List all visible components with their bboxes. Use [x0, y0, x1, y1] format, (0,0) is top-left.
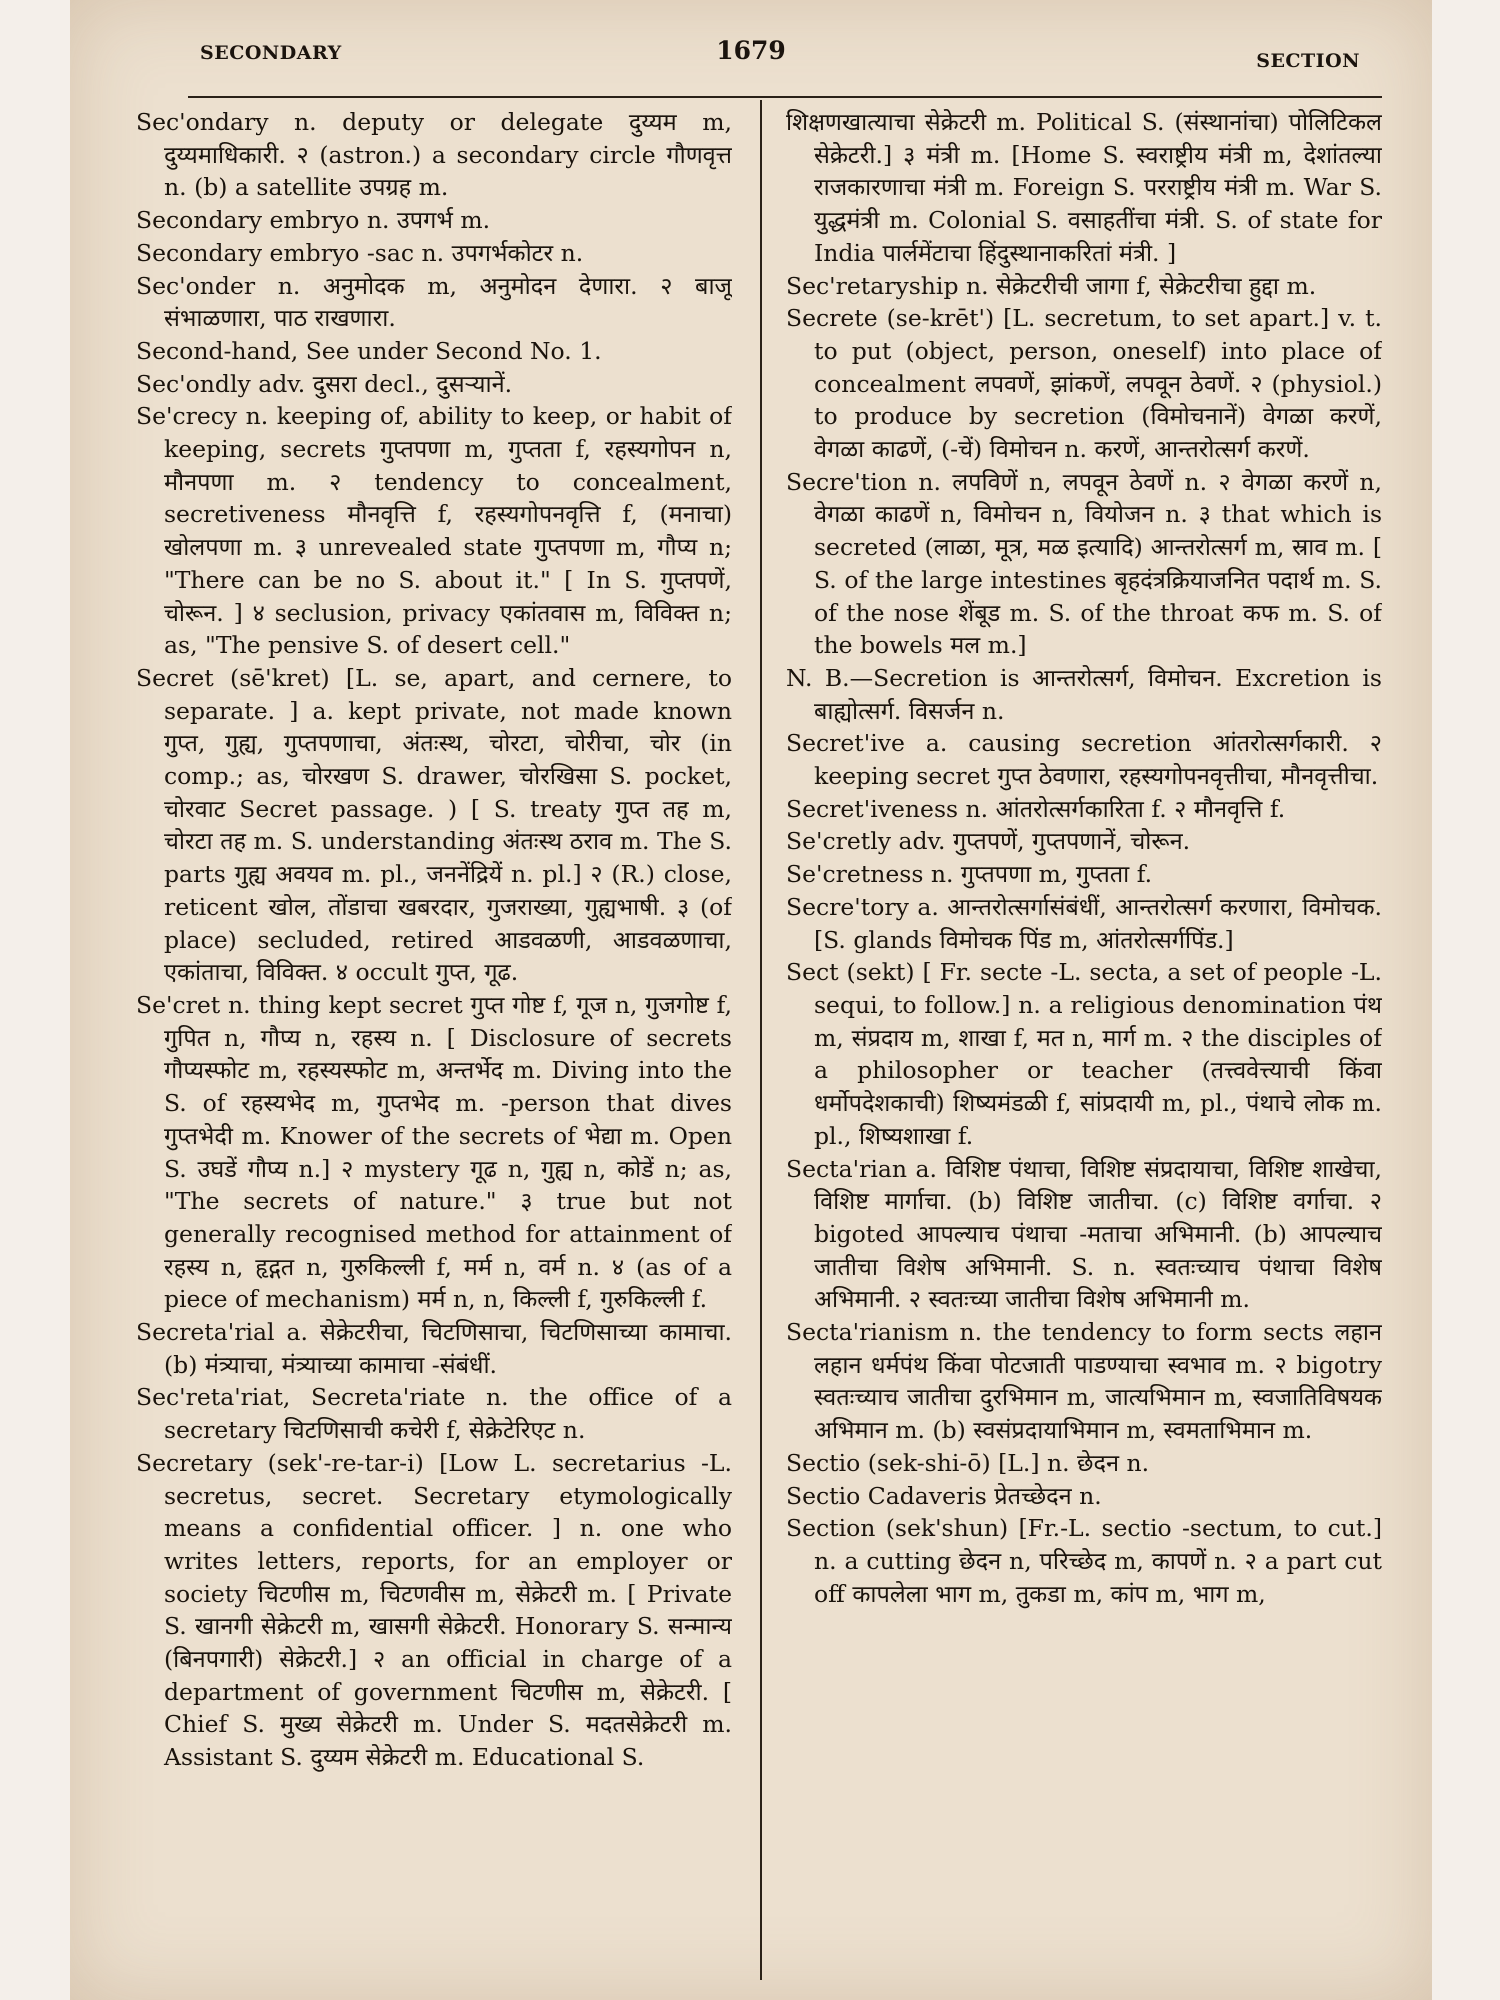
entry-secretion: Secre'tion n. लपविणें n, लपवून ठेवणें n. २ वेगळा करणें n, वेगळा काढणें n, विमोचन n, वियोजन n. ३ that which is secreted (लाळा, मूत्र, मळ इत्यादि) आन्तरोत्सर्ग m, स्राव m. [ S. of the large intestines बृहदंत्रक्रियाजनित पदार्थ m. S. of the nose शेंबूड m. S. of the throat कफ m. S. of the bowels मल m.] [786, 467, 1382, 660]
left-guide-word: SECONDARY [200, 42, 342, 64]
entry-secretory: Secre'tory a. आन्तरोत्सर्गासंबंधीं, आन्तरोत्सर्ग करणारा, विमोचक. [S. glands विमोचक पिंड m, आंतरोत्सर्गपिंड.] [786, 892, 1382, 954]
entry-secret-adj: Secret (sē'kret) [L. se, apart, and cernere, to separate. ] a. kept private, not made known गुप्त, गुह्य, गुप्तपणाचा, अंतःस्थ, चोरटा, चोरीचा, चोर (in comp.; as, चोरखण S. drawer, चोरखिसा S. pocket, चोरवाट Secret passage. ) [ S. treaty गुप्त तह m, चोरटा तह m. S. understanding अंतःस्थ ठराव m. The S. parts गुह्य अवयव m. pl., जननेंद्रियें n. pl.] २ (R.) close, reticent खोल, तोंडाचा खबरदार, गुजराख्या, गुह्यभाषी. ३ (of place) secluded, retired आडवळणी, आडवळणाचा, एकांताचा, विविक्त. ४ occult गुप्त, गूढ. [136, 663, 732, 987]
entry-secret-noun: Se'cret n. thing kept secret गुप्त गोष्ट f, गूज n, गुजगोष्ट f, गुपित n, गौप्य n, रहस्य n. [ Disclosure of secrets गौप्यस्फोट m, रहस्यस्फोट m, अन्तर्भेद m. Diving into the S. of रहस्यभेद m, गुप्तभेद m. -person that dives गुप्तभेदी m. Knower of the secrets of भेद्या m. Open S. उघडें गौप्य n.] २ mystery गूढ n, गुह्य n, कोडें n; as, "The secrets of nature." ३ true but not generally recognised method for attainment of रहस्य n, हृद्गत n, गुरुकिल्ली f, मर्म n, वर्म n. ४ (as of a piece of mechanism) मर्म n, n, किल्ली f, गुरुकिल्ली f. [136, 990, 732, 1314]
entry-secrete: Secrete (se-krēt') [L. secretum, to set apart.] v. t. to put (object, person, oneself) into place of concealment लपवणें, झांकणें, लपवून ठेवणें. २ (physiol.) to produce by secretion (विमोचनानें) वेगळा करणें, वेगळा काढणें, (-चें) विमोचन n. करणें, आन्तरोत्सर्ग करणें. [786, 304, 1382, 464]
entry-second-hand: Second-hand, See under Second No. 1. [136, 336, 602, 365]
entry-secondary-embryo: Secondary embryo n. उपगर्भ m. [136, 206, 491, 235]
entry-secretive: Secret'ive a. causing secretion आंतरोत्सर्गकारी. २ keeping secret गुप्त ठेवणारा, रहस्यगोपनवृत्तीचा, मौनवृत्तीचा. [786, 729, 1382, 791]
entry-secretary: Secretary (sek'-re-tar-i) [Low L. secretarius -L. secretus, secret. Secretary etymologically means a confidential officer. ] n. one who writes letters, reports, for an employer or society चिटणीस m, चिटणवीस m, सेक्रेटरी m. [ Private S. खानगी सेक्रेटरी m, खासगी सेक्रेटरी. Honorary S. सन्मान्य (बिनपगारी) सेक्रेटरी.] २ an official in charge of a department of government चिटणीस m, सेक्रेटरी. [ Chief S. मुख्य सेक्रेटरी m. Under S. मदतसेक्रेटरी m. Assistant S. दुय्यम सेक्रेटरी m. Educational S. [136, 1448, 732, 1772]
entry-nota-bene: N. B.—Secretion is आन्तरोत्सर्ग, विमोचन. Excretion is बाह्योत्सर्ग. विसर्जन n. [786, 663, 1382, 725]
entry-secretarial: Secreta'rial a. सेक्रेटरीचा, चिटणिसाचा, चिटणिसाच्या कामाचा. (b) मंत्र्याचा, मंत्र्याच्या कामाचा -संबंधीं. [136, 1318, 732, 1379]
entry-sectio-cadaveris: Sectio Cadaveris प्रेतच्छेदन n. [786, 1481, 1102, 1510]
right-column [786, 106, 1382, 1990]
entry-secretness: Se'cretness n. गुप्तपणा m, गुप्तता f. [786, 860, 1153, 889]
entry-secretaryship: Sec'retaryship n. सेक्रेटरीची जागा f, सेक्रेटरीचा हुद्दा m. [786, 271, 1317, 300]
entry-sect: Sect (sekt) [ Fr. secte -L. secta, a set of people -L. sequi, to follow.] n. a religious denomination पंथ m, संप्रदाय m, शाखा f, मत n, मार्ग m. २ the disciples of a philosopher or teacher (तत्त्ववेत्त्याची किंवा धर्मोपदेशकाची) शिष्यमंडळी f, सांप्रदायी m, pl., पंथाचे लोक m. pl., शिष्यशाखा f. [786, 958, 1382, 1150]
left-column [136, 106, 732, 1990]
entry-secrecy: Se'crecy n. keeping of, ability to keep, or habit of keeping, secrets गुप्तपणा m, गुप्तता f, रहस्यगोपन n, मौनपणा m. २ tendency to concealment, secretiveness मौनवृत्ति f, रहस्यगोपनवृत्ति f, (मनाचा) खोलपणा m. ३ unrevealed state गुप्तपणा m, गौप्य n; "There can be no S. about it." [ In S. गुप्तपणें, चोरून. ] ४ seclusion, privacy एकांतवास m, विविक्त n; as, "The pensive S. of desert cell." [136, 402, 732, 660]
column-divider [760, 100, 762, 1980]
page-number: 1679 [716, 36, 786, 65]
entry-secretary-continued: शिक्षणखात्याचा सेक्रेटरी m. Political S. (संस्थानांचा) पोलिटिकल सेक्रेटरी.] ३ मंत्री m. [Home S. स्वराष्ट्रीय मंत्री m, देशांतल्या राजकारणाचा मंत्री m. Foreign S. परराष्ट्रीय मंत्री m. War S. युद्धमंत्री m. Colonial S. वसाहतींचा मंत्री. S. of state for India पार्लमेंटाचा हिंदुस्थानाकरितां मंत्री. ] [786, 108, 1382, 267]
entry-section: Section (sek'shun) [Fr.-L. sectio -sectum, to cut.] n. a cutting छेदन n, परिच्छेद m, कापणें n. २ a part cut off कापलेला भाग m, तुकडा m, कांप m, भाग m, [786, 1514, 1382, 1608]
page-header [70, 36, 1432, 76]
dictionary-page [70, 0, 1432, 2000]
entry-secondary-embryo-sac: Secondary embryo -sac n. उपगर्भकोटर n. [136, 238, 584, 267]
entry-secretiveness: Secret'iveness n. आंतरोत्सर्गकारिता f. २ मौनवृत्ति f. [786, 794, 1286, 823]
entry-sectarianism: Secta'rianism n. the tendency to form sects लहान लहान धर्मपंथ किंवा पोटजाती पाडण्याचा स्वभाव m. २ bigotry स्वतःच्याच जातीचा दुरभिमान m, जात्यभिमान m, स्वजातिविषयक अभिमान m. (b) स्वसंप्रदायाभिमान m, स्वमताभिमान m. [786, 1318, 1382, 1445]
entry-secondary: Sec'ondary n. deputy or delegate दुय्यम m, दुय्यमाधिकारी. २ (astron.) a secondary circle गौणवृत्त n. (b) a satellite उपग्रह m. [136, 108, 732, 202]
entry-secondly: Sec'ondly adv. दुसरा decl., दुसऱ्यानें. [136, 369, 513, 398]
entry-seconder: Sec'onder n. अनुमोदक m, अनुमोदन देणारा. २ बाजू संभाळणारा, पाठ राखणारा. [136, 271, 732, 333]
entry-secretly: Se'cretly adv. गुप्तपणें, गुप्तपणानें, चोरून. [786, 827, 1191, 856]
header-rule [188, 96, 1382, 98]
entry-sectio: Sectio (sek-shi-ō) [L.] n. छेदन n. [786, 1448, 1150, 1477]
entry-secretariat: Sec'reta'riat, Secreta'riate n. the office of a secretary चिटणिसाची कचेरी f, सेक्रेटेरिएट n. [136, 1383, 732, 1445]
right-guide-word: SECTION [1256, 50, 1360, 72]
entry-sectarian: Secta'rian a. विशिष्ट पंथाचा, विशिष्ट संप्रदायाचा, विशिष्ट शाखेचा, विशिष्ट मार्गाचा. (b) विशिष्ट जातीचा. (c) विशिष्ट वर्गाचा. २ bigoted आपल्याच पंथाचा -मताचा अभिमानी. (b) आपल्याच जातीचा विशेष अभिमानी. S. n. स्वतःच्याच पंथाचा विशेष अभिमानी. २ स्वतःच्या जातीचा विशेष अभिमानी m. [786, 1154, 1382, 1314]
